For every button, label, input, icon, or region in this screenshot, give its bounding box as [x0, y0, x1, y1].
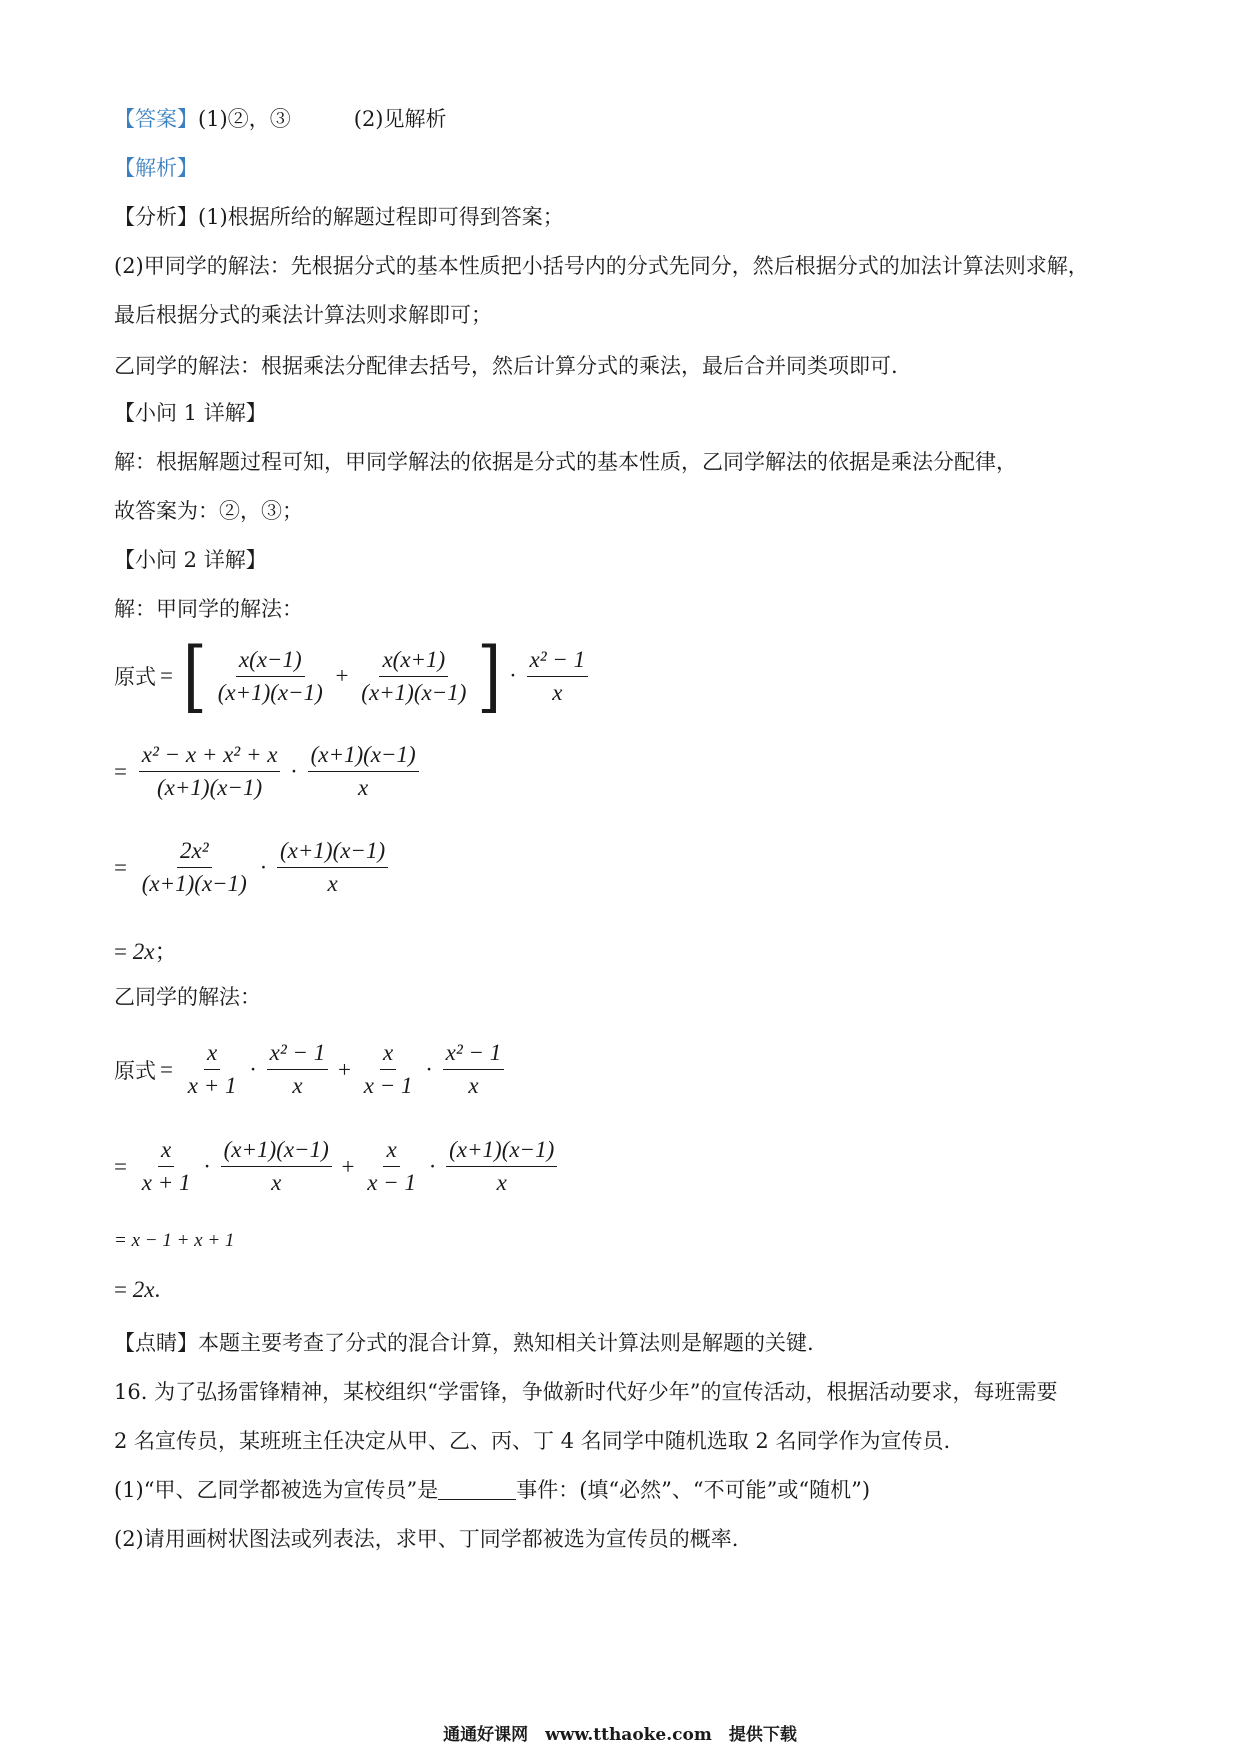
- fenxi-line: [114, 202, 564, 232]
- fenxi-2a: (2)甲同学的解法：先根据分式的基本性质把小括号内的分式先同分，然后根据分式的加法计算法则求解，: [114, 254, 1089, 278]
- q2-title: 【小问 2 详解】: [114, 548, 267, 572]
- fraction: $\frac{x}{x - 1}$: [363, 1040, 413, 1098]
- fraction: $\frac{(x+1)(x-1)}{x}$: [446, 1137, 557, 1196]
- fenxi-2b: 最后根据分式的乘法计算法则求解即可；: [114, 303, 492, 327]
- jia-step2: = $\frac{\text{x² − x + x² + x}}{(x+1)(x-1)}$ · $\frac{(x+1)(x-1)}{x}$: [114, 742, 421, 801]
- dianjing-tag: 【点睛】: [114, 1331, 198, 1355]
- fraction: $\frac{(x+1)(x-1)}{x}$: [308, 742, 419, 801]
- footer-watermark: 通通好课网 www.tthaoke.com 提供下载: [443, 1725, 797, 1745]
- q1-line1: 解：根据解题过程可知，甲同学解法的依据是分式的基本性质，乙同学解法的依据是乘法分配律，: [114, 450, 1017, 474]
- yi-step1: 原式 = $\frac{x}{x + 1}$ · $\frac{\text{x² − 1}}{x}$ + $\frac{x}{x - 1}$ · $\frac{\text{x² − 1}}{x}$: [114, 1040, 506, 1099]
- answer-blank: [438, 1479, 516, 1500]
- yi-sum-line: = x − 1 + x + 1: [114, 1230, 235, 1251]
- fraction: $\frac{x}{x + 1}$: [141, 1137, 191, 1195]
- fraction: $\frac{(x+1)(x-1)}{x}$: [277, 838, 388, 897]
- fraction: $\frac{x}{x - 1}$: [367, 1137, 416, 1195]
- fenxi-tag: 【分析】: [114, 205, 198, 229]
- jia-result: = 2x；: [114, 939, 178, 964]
- fenxi-text: (1)根据所给的解题过程即可得到答案；: [198, 205, 564, 229]
- problem16-q1: (1)“甲、乙同学都被选为宣传员”是 事件：(填“必然”、“不可能”或“随机”): [114, 1478, 871, 1502]
- fraction: $\frac{\text{x² − 1}}{x}$: [527, 647, 589, 706]
- q2-jia: 解：甲同学的解法：: [114, 597, 303, 621]
- fraction: $\frac{\text{x² − 1}}{x}$: [443, 1040, 505, 1099]
- answer-tag: 【答案】: [114, 107, 198, 131]
- dianjing-text: 本题主要考查了分式的混合计算，熟知相关计算法则是解题的关键.: [198, 1331, 814, 1355]
- fraction: $\frac{\text{x² − x + x² + x}}{(x+1)(x-1)}$: [139, 742, 281, 801]
- q1-title: 【小问 1 详解】: [114, 401, 267, 425]
- dianjing-line: [114, 1328, 814, 1358]
- yuanshi-label: 原式: [114, 665, 156, 689]
- fraction: $\frac{x}{x + 1}$: [187, 1040, 237, 1098]
- left-bracket: [: [182, 629, 207, 721]
- analysis-tag: 【解析】: [114, 156, 198, 180]
- answer-text: (1)②，③ (2)见解析: [198, 107, 447, 131]
- answer-line: [114, 104, 447, 134]
- yi-result: = 2x.: [114, 1277, 161, 1302]
- jia-step3: = $\frac{\text{2x²}}{(x+1)(x-1)}$ · $\frac{(x+1)(x-1)}{x}$: [114, 838, 390, 897]
- problem16-line2: 2 名宣传员，某班班主任决定从甲、乙、丙、丁 4 名同学中随机选取 2 名同学作为宣传员.: [114, 1429, 951, 1453]
- problem16-q2: (2)请用画树状图法或列表法，求甲、丁同学都被选为宣传员的概率.: [114, 1527, 739, 1551]
- q2-yi: 乙同学的解法：: [114, 985, 261, 1009]
- fraction: $\frac{x(x-1)}{(x+1)(x-1)}$: [217, 646, 323, 705]
- right-bracket: ]: [477, 629, 502, 721]
- fraction: $\frac{(x+1)(x-1)}{x}$: [221, 1137, 332, 1196]
- fenxi-yi: 乙同学的解法：根据乘法分配律去括号，然后计算分式的乘法，最后合并同类项即可.: [114, 354, 898, 378]
- yi-step2: = $\frac{x}{x + 1}$ · $\frac{(x+1)(x-1)}{x}$ + $\frac{x}{x - 1}$ · $\frac{(x+1)(x-1)}{x}$: [114, 1137, 559, 1196]
- jia-step1: 原式 = [ $\frac{x(x-1)}{(x+1)(x-1)}$ + $\frac{x(x+1)}{(x+1)(x-1)}$ ] · $\frac{\text{x² − 1}}{x}$: [114, 645, 590, 707]
- fraction: $\frac{\text{x² − 1}}{x}$: [267, 1040, 329, 1099]
- problem16-line1: 16. 为了弘扬雷锋精神，某校组织“学雷锋，争做新时代好少年”的宣传活动，根据活动要求，每班需要: [114, 1380, 1058, 1404]
- fraction: $\frac{x(x+1)}{(x+1)(x-1)}$: [361, 646, 467, 705]
- fraction: $\frac{\text{2x²}}{(x+1)(x-1)}$: [141, 838, 247, 896]
- q1-line2: 故答案为：②，③；: [114, 499, 303, 523]
